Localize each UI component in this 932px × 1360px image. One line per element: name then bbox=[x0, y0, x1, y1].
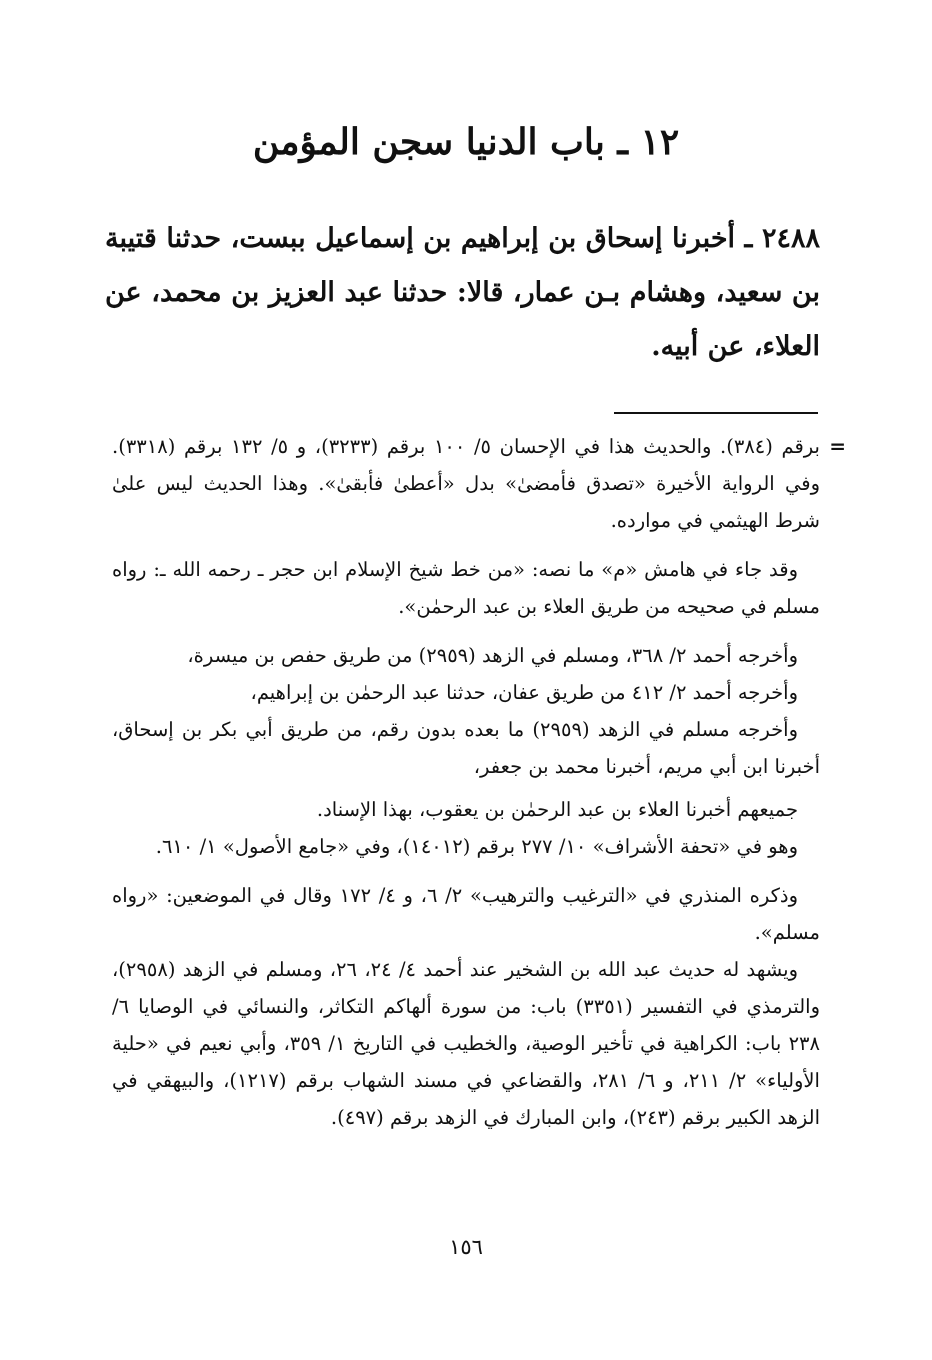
footnote-paragraph: وأخرجه أحمد ٢/ ٣٦٨، ومسلم في الزهد (٢٩٥٩) من طريق حفص بن ميسرة، bbox=[187, 644, 798, 667]
footnote-text: برقم (٣٨٤). والحديث هذا في الإحسان ٥/ ١٠٠ برقم (٣٢٣٣)، و ٥/ ١٣٢ برقم (٣٣١٨). وفي الرواية الأخيرة «تصدق فأمضىٰ» بدل «أعطىٰ فأبقىٰ». وهذا الحديث ليس علىٰ شرط الهيثمي في موارده. bbox=[112, 435, 820, 532]
chapter-title: ١٢ ـ باب الدنيا سجن المؤمن bbox=[252, 121, 680, 163]
page-number: ١٥٦ bbox=[449, 1235, 483, 1259]
footnote-paragraph: وذكره المنذري في «الترغيب والترهيب» ٢/ ٦، و ٤/ ١٧٢ وقال في الموضعين: «رواه مسلم». bbox=[112, 884, 820, 944]
footnote-paragraph: وأخرجه أحمد ٢/ ٤١٢ من طريق عفان، حدثنا عبد الرحمٰن بن إبراهيم، bbox=[250, 681, 798, 704]
footnote-paragraph: ويشهد له حديث عبد الله بن الشخير عند أحمد ٤/ ٢٤، ٢٦، ومسلم في الزهد (٢٩٥٨)، والترمذي في التفسير (٣٣٥١) باب: من سورة ألهاكم التكاثر، والنسائي في الوصايا ٦/ ٢٣٨ باب: الكراهية في تأخير الوصية، والخطيب في التاريخ ١/ ٣٥٩، وأبي نعيم في «حلية الأولياء» ٢/ ٢١١، و ٦/ ٢٨١، والقضاعي في مسند الشهاب برقم (١٢١٧)، والبيهقي في الزهد الكبير برقم (٢٤٣)، وابن المبارك في الزهد برقم (٤٩٧). bbox=[112, 958, 821, 1129]
hadith-text-block bbox=[105, 212, 820, 374]
footnote-paragraph: جميعهم أخبرنا العلاء بن عبد الرحمٰن بن يعقوب، بهذا الإسناد. bbox=[316, 798, 798, 821]
continuation-marker: = bbox=[829, 434, 846, 458]
footnote-paragraph: وأخرجه مسلم في الزهد (٢٩٥٩) ما بعده بدون رقم، من طريق أبي بكر بن إسحاق، أخبرنا ابن أبي مريم، أخبرنا محمد بن جعفر، bbox=[112, 718, 820, 778]
footnote-paragraph bbox=[112, 428, 846, 539]
footnote-paragraph: وقد جاء في هامش «م» ما نصه: «من خط شيخ الإسلام ابن حجر ـ رحمه الله ـ: رواه مسلم في صحيحه من طريق العلاء بن عبد الرحمٰن». bbox=[112, 558, 820, 618]
footnote-separator bbox=[614, 412, 818, 414]
footnote-paragraph: وهو في «تحفة الأشراف» ١٠/ ٢٧٧ برقم (١٤٠١٢)، وفي «جامع الأصول» ١/ ٦١٠. bbox=[155, 835, 798, 858]
footnotes-block bbox=[112, 428, 846, 1136]
hadith-text: ٢٤٨٨ ـ أخبرنا إسحاق بن إبراهيم بن إسماعيل ببست، حدثنا قتيبة بن سعيد، وهشام بـن عمار، قالا: حدثنا عبد العزيز بن محمد، عن العلاء، عن أبيه. bbox=[105, 223, 820, 362]
